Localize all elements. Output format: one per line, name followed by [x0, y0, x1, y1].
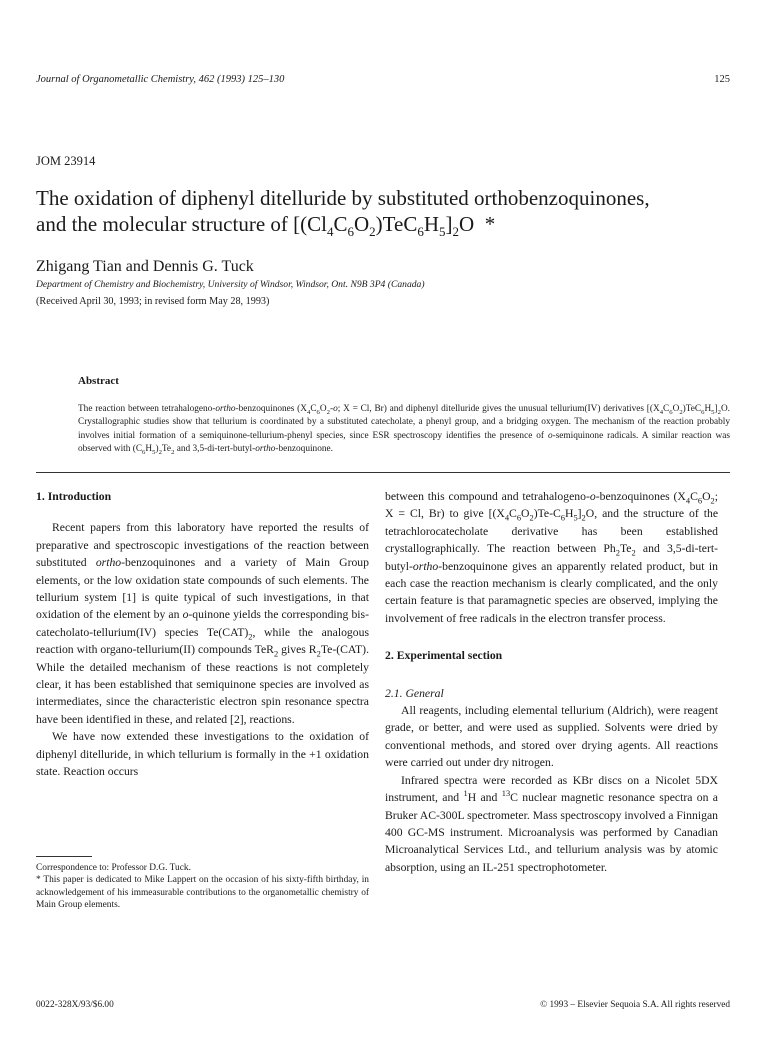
- intro-paragraph-2: We have now extended these investigations to the oxidation of diphenyl ditelluride, in which tellurium is formally in the +1 oxidation state. Reaction occurs: [36, 730, 369, 779]
- abstract-rule: [36, 472, 730, 473]
- footer-code: 0022-328X/93/$6.00: [36, 1000, 114, 1010]
- title-line-1: The oxidation of diphenyl ditelluride by substituted orthobenzoquinones,: [36, 186, 650, 210]
- section-heading-introduction: 1. Introduction: [36, 490, 112, 503]
- left-column: [36, 488, 369, 781]
- experimental-paragraph-2: Infrared spectra were recorded as KBr discs on a Nicolet 5DX instrument, and $^1$H and $^{13}$C nuclear magnetic resonance spectra on a Bruker AC-300L spectrometer. Mass spectroscopy involved a Finnigan 400 GC-MS instrument. Microanalysis was performed by Canadian Microanalytical Services Ltd., and tellurium analysis was by atomic absorption, using an IL-251 spectrophotometer.: [385, 773, 718, 874]
- authors: Zhigang Tian and Dennis G. Tuck: [36, 258, 254, 275]
- abstract-text: The reaction between tetrahalogeno-ortho-benzoquinones ($X_4C_6O_2-o$; X = Cl, Br) and diphenyl ditelluride gives the unusual tellurium(IV) derivatives $[(X_4C_6O_2)TeC_6H_5]_2O$. Crystallographic studies show that tellurium is coordinated by a substituted catecholate, a phenyl group, and a bridging oxygen. The mechanism of the reaction probably involves initial formation of a semiquinone-tellurium-phenyl species, since ESR spectroscopy identifies the presence of o-semiquinone radicals. A similar reaction was observed with $(C_6H_5)_2Te_2$ and 3,5-di-tert-butyl-ortho-benzoquinone.: [78, 404, 731, 457]
- footer-copyright: © 1993 – Elsevier Sequoia S.A. All rights reserved: [540, 1000, 730, 1010]
- footnote-correspondence: Correspondence to: Professor D.G. Tuck.: [36, 863, 191, 873]
- page-number: 125: [714, 74, 730, 85]
- right-column: [385, 488, 718, 876]
- title-line-2: and the molecular structure of $[(Cl_4C_6O_2)TeC_6H_5]_2O$ *: [36, 212, 496, 240]
- abstract-heading: Abstract: [78, 375, 119, 387]
- article-title: [36, 185, 736, 240]
- footnotes: [36, 862, 369, 912]
- intro-paragraph-1: Recent papers from this laboratory have reported the results of preparative and spectroscopic investigations of the reaction between substituted ortho-benzoquinones and a variety of Main Group elements, or the low oxidation state compounds of such elements. The tellurium system [1] is quite typical of such investigations, in that oxidation of the element by an o-quinone yields the corresponding bis-catecholato-tellurium(IV) species $Te(CAT)_2$, while the analogous reaction with organo-tellurium(II) compounds TeR$_2$ gives $R_2Te-(CAT)$. While the detailed mechanism of these reactions is not completely clear, it has been established that semiquinone species are involved as intermediates, since the characteristic electron spin resonance spectra have been identified in these, and related [2], reactions.: [36, 521, 369, 726]
- experimental-paragraph-1: All reagents, including elemental tellurium (Aldrich), were reagent grade, or better, and were used as supplied. Solvents were dried by conventional methods, and stored over drying agents. All reactions were carried out under dry nitrogen.: [385, 704, 718, 770]
- intro-paragraph-continued: between this compound and tetrahalogeno-o-benzoquinones ($X_4C_6O_2$; X = Cl, Br) to give $[(X_4C_6O_2)Te-C_6H_5]_2O$, and the structure of the tetrachlorocatecholate derivative has been established crystallographically. The reaction between $Ph_2Te_2$ and 3,5-di-tert-butyl-ortho-benzoquinone gives an apparently related product, but in each case the reaction mechanism is clearly complicated, and the only certain feature is that paramagnetic species are observed, implying the involvement of free radicals in the electron transfer process.: [385, 490, 719, 625]
- footnote-rule: [36, 856, 92, 857]
- subsection-heading-general: 2.1. General: [385, 686, 444, 700]
- article-id: JOM 23914: [36, 154, 96, 168]
- running-head: Journal of Organometallic Chemistry, 462 (1993) 125–130: [36, 74, 285, 85]
- section-heading-experimental: 2. Experimental section: [385, 649, 503, 663]
- affiliation: Department of Chemistry and Biochemistry, University of Windsor, Windsor, Ont. N9B 3P4 (Canada): [36, 279, 425, 290]
- footnote-dedication: * This paper is dedicated to Mike Lappert on the occasion of his sixty-fifth birthday, in acknowledgement of his immeasurable contributions to the organometallic chemistry of Main Group elements.: [36, 875, 369, 911]
- received-dates: (Received April 30, 1993; in revised form May 28, 1993): [36, 296, 270, 307]
